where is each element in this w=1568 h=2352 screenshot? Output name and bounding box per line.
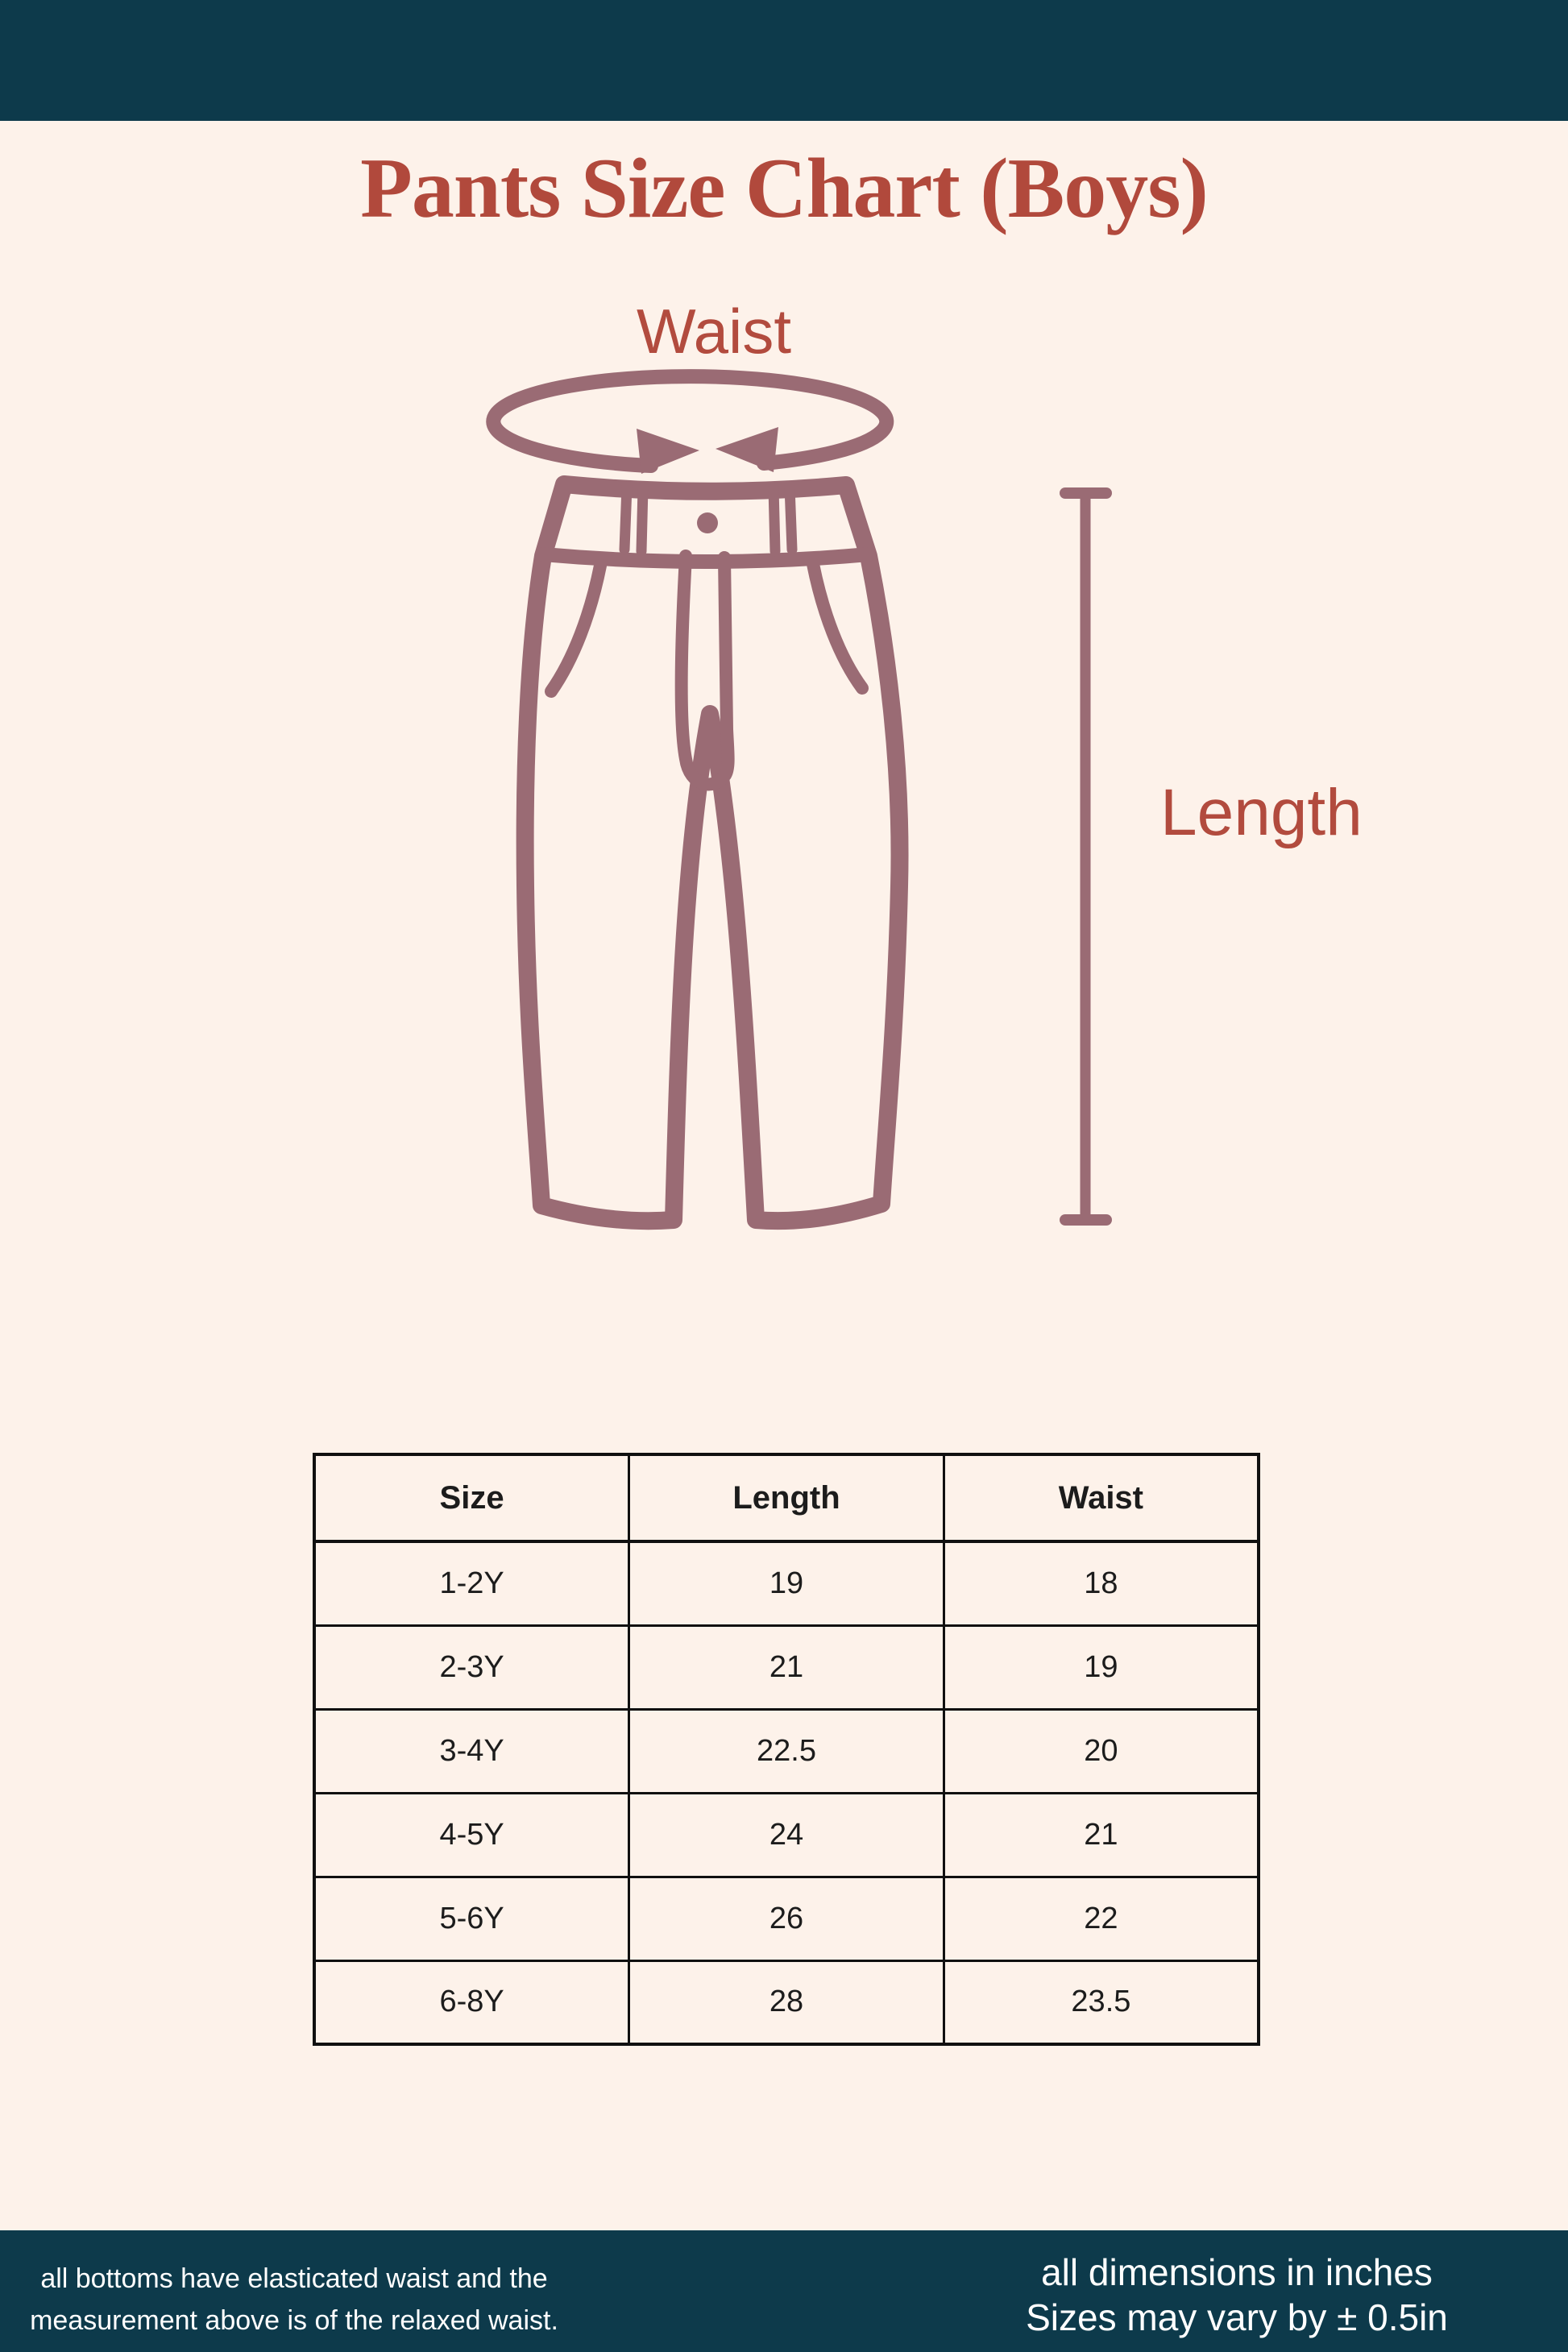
size-table [313,1453,1260,2046]
button-dot-icon [697,512,718,533]
top-accent-bar [0,0,1568,121]
footer-left-line1: all bottoms have elasticated waist and the [40,2263,548,2294]
col-header-waist: Waist [944,1454,1259,1541]
cell-length: 21 [629,1625,944,1709]
cell-size: 2-3Y [314,1625,629,1709]
cell-length: 24 [629,1793,944,1877]
cell-waist: 22 [944,1877,1259,1960]
cell-size: 6-8Y [314,1960,629,2044]
table-row [314,1793,1259,1877]
footer-bar [0,2230,1568,2352]
page-title: Pants Size Chart (Boys) [360,141,1208,235]
footer-right-line1: all dimensions in inches [1041,2251,1433,2293]
col-header-length: Length [629,1454,944,1541]
cell-waist: 18 [944,1541,1259,1625]
cell-size: 4-5Y [314,1793,629,1877]
cell-waist: 19 [944,1625,1259,1709]
cell-length: 19 [629,1541,944,1625]
cell-size: 3-4Y [314,1709,629,1793]
length-measure-line-icon [1065,493,1106,1220]
table-row [314,1960,1259,2044]
pants-outline-icon [525,484,900,1221]
cell-size: 5-6Y [314,1877,629,1960]
waist-label: Waist [636,296,792,367]
table-row [314,1877,1259,1960]
cell-length: 26 [629,1877,944,1960]
cell-waist: 23.5 [944,1960,1259,2044]
footer-right-line2: Sizes may vary by ± 0.5in [1026,2296,1448,2338]
cell-size: 1-2Y [314,1541,629,1625]
length-label: Length [1160,776,1363,849]
footer-left-line2: measurement above is of the relaxed waist. [30,2305,558,2336]
table-row [314,1709,1259,1793]
waist-circumference-arrow-icon [493,376,886,474]
table-row [314,1625,1259,1709]
footer-note-left [20,2258,568,2342]
footer-note-right [987,2250,1487,2340]
cell-length: 28 [629,1960,944,2044]
cell-length: 22.5 [629,1709,944,1793]
cell-waist: 21 [944,1793,1259,1877]
size-table-header-row [314,1454,1259,1541]
table-row [314,1541,1259,1625]
cell-waist: 20 [944,1709,1259,1793]
col-header-size: Size [314,1454,629,1541]
